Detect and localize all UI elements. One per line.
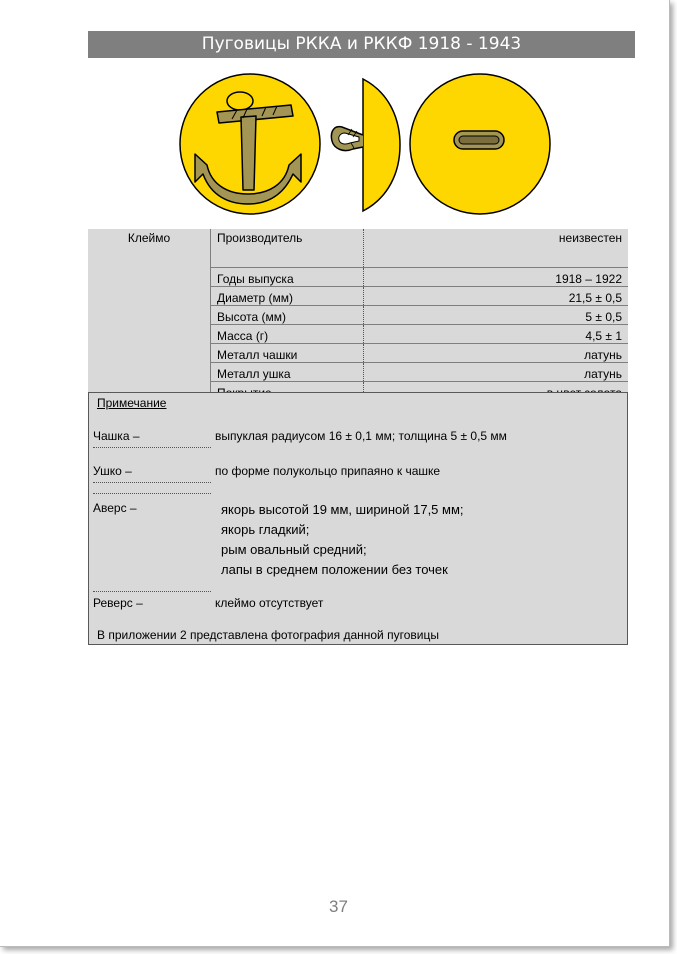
footer-note: В приложении 2 представлена фотография данной пуговицы (88, 627, 628, 645)
button-back (407, 72, 553, 217)
param-value: 21,5 ± 0,5 (364, 287, 629, 306)
obverse-line: лапы в среднем положении без точек (221, 562, 448, 577)
cup-label: Чашка – (93, 429, 211, 448)
notes-heading: Примечание (97, 396, 167, 410)
table-row (88, 229, 628, 268)
divider (93, 493, 211, 494)
param-value: латунь (364, 363, 629, 382)
mark-label: Клеймо (88, 229, 211, 400)
button-side-view (328, 77, 408, 217)
specs-table (88, 229, 628, 400)
loop-text: по форме полукольцо припаяно к чашке (215, 464, 441, 478)
param-value: 5 ± 0,5 (364, 306, 629, 325)
obverse-line: якорь высотой 19 мм, шириной 17,5 мм; (221, 502, 464, 517)
button-illustrations (175, 72, 555, 217)
param-label: Высота (мм) (211, 306, 364, 325)
param-label: Диаметр (мм) (211, 287, 364, 306)
anchor-button-front (177, 72, 323, 217)
param-value: латунь (364, 344, 629, 363)
param-label: Масса (г) (211, 325, 364, 344)
page-number: 37 (329, 897, 348, 916)
obverse-line: рым овальный средний; (221, 542, 367, 557)
param-label: Годы выпуска (211, 268, 364, 287)
obverse-description (221, 500, 464, 580)
page-title: Пуговицы РККА и РККФ 1918 - 1943 (88, 31, 635, 58)
reverse-label: Реверс – (93, 596, 143, 610)
param-label: Металл чашки (211, 344, 364, 363)
reverse-text: клеймо отсутствует (215, 596, 324, 610)
loop-label: Ушко – (93, 464, 211, 483)
notes-section (88, 392, 628, 629)
obverse-label: Аверс – (93, 501, 137, 515)
cup-text: выпуклая радиусом 16 ± 0,1 мм; толщина 5 ± 0,5 мм (215, 429, 507, 443)
divider (93, 591, 211, 592)
obverse-line: якорь гладкий; (221, 522, 310, 537)
param-value: 4,5 ± 1 (364, 325, 629, 344)
param-label: Металл ушка (211, 363, 364, 382)
param-value: 1918 – 1922 (364, 268, 629, 287)
param-value: неизвестен (364, 229, 629, 268)
param-label: Производитель (211, 229, 364, 268)
